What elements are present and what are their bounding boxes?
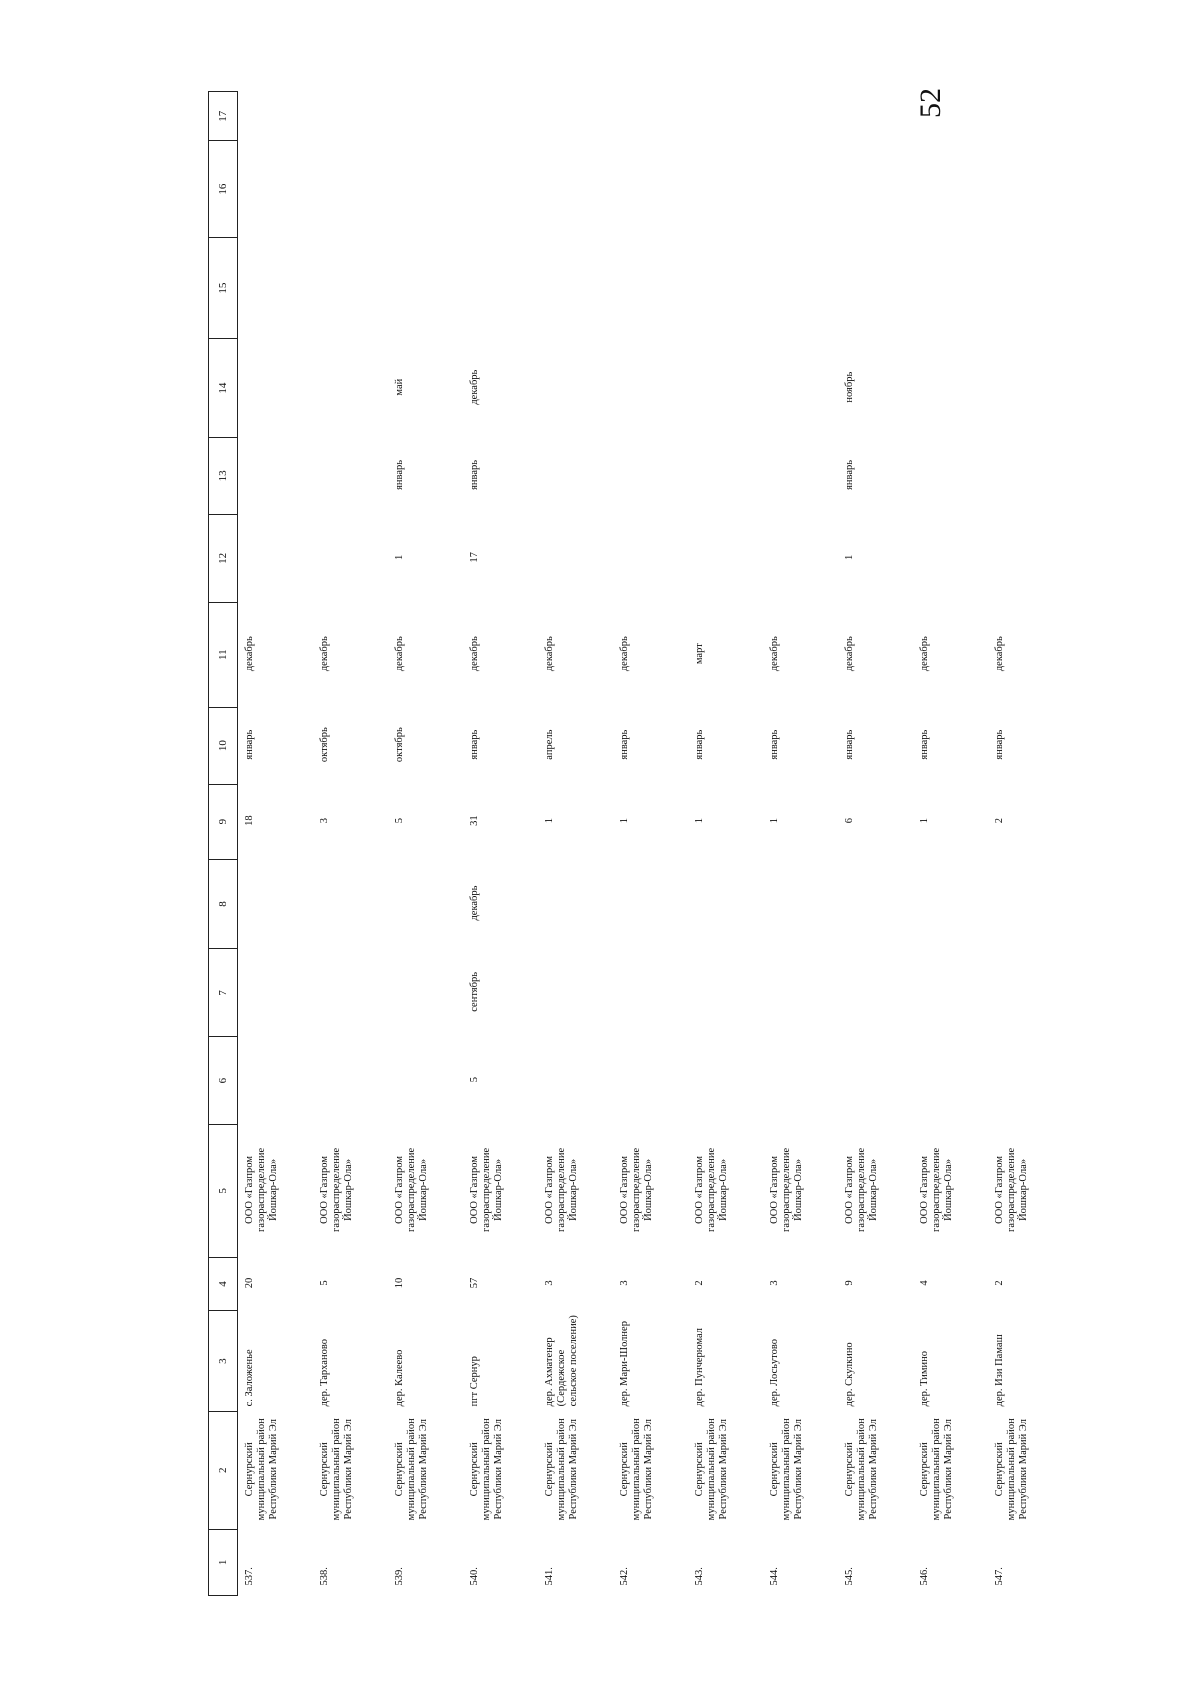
cell-col-4: 10 [394, 1277, 405, 1289]
cell-col-10: январь [844, 729, 855, 760]
cell-col-8 [988, 859, 1063, 949]
cell-col-13 [688, 437, 763, 514]
header-row [209, 92, 238, 1596]
cell-col-2: Сернурский муниципальный район Республики Марий Эл [469, 1418, 504, 1521]
cell-col-14 [613, 339, 688, 437]
cell-col-1: 540. [469, 1567, 480, 1586]
col-header-7: 7 [209, 949, 238, 1037]
cell-col-14 [763, 339, 838, 437]
cell-col-6 [913, 1037, 988, 1125]
col-header-12: 12 [209, 514, 238, 602]
cell-col-11: декабрь [244, 636, 255, 672]
col-header-17: 17 [209, 92, 238, 141]
cell-col-7 [913, 949, 988, 1037]
cell-col-1: 546. [919, 1567, 930, 1586]
cell-col-16 [388, 141, 463, 237]
cell-col-3: с. Заложенье [244, 1349, 255, 1407]
cell-col-12 [763, 514, 838, 602]
cell-col-10: январь [919, 729, 930, 760]
cell-col-9: 6 [844, 818, 855, 824]
cell-col-5: ООО «Газпром газораспределение Йошкар-Ола» [244, 1147, 279, 1232]
schedule-table [208, 91, 1063, 1596]
cell-col-8 [238, 859, 314, 949]
cell-col-16 [838, 141, 913, 237]
cell-col-3: дер. Изи Памаш [994, 1334, 1005, 1407]
cell-col-11: декабрь [844, 636, 855, 672]
cell-col-7 [613, 949, 688, 1037]
table-row [463, 92, 538, 1596]
cell-col-13 [238, 437, 314, 514]
cell-col-17 [838, 92, 913, 141]
cell-col-5: ООО «Газпром газораспределение Йошкар-Ола» [769, 1147, 804, 1232]
page-number: 52 [914, 88, 947, 118]
cell-col-14: декабрь [469, 369, 480, 405]
cell-col-8 [688, 859, 763, 949]
cell-col-9: 3 [319, 818, 330, 824]
col-header-11: 11 [209, 602, 238, 707]
cell-col-2: Сернурский муниципальный район Республики Марий Эл [319, 1418, 354, 1521]
cell-col-12: 17 [469, 552, 480, 563]
cell-col-17 [988, 92, 1063, 141]
cell-col-8 [913, 859, 988, 949]
cell-col-5: ООО «Газпром газораспределение Йошкар-Ола» [469, 1147, 504, 1232]
cell-col-9: 2 [994, 818, 1005, 824]
cell-col-12 [538, 514, 613, 602]
cell-col-4: 2 [694, 1280, 705, 1286]
cell-col-15 [238, 237, 314, 339]
cell-col-6 [988, 1037, 1063, 1125]
cell-col-7 [313, 949, 388, 1037]
cell-col-17 [463, 92, 538, 141]
cell-col-2: Сернурский муниципальный район Республики Марий Эл [769, 1418, 804, 1521]
cell-col-17 [238, 92, 314, 141]
cell-col-8 [763, 859, 838, 949]
cell-col-15 [688, 237, 763, 339]
cell-col-12 [313, 514, 388, 602]
col-header-15: 15 [209, 237, 238, 339]
cell-col-12 [988, 514, 1063, 602]
cell-col-17 [613, 92, 688, 141]
cell-col-2: Сернурский муниципальный район Республики Марий Эл [844, 1418, 879, 1521]
cell-col-2: Сернурский муниципальный район Республики Марий Эл [394, 1418, 429, 1521]
col-header-13: 13 [209, 437, 238, 514]
cell-col-7 [538, 949, 613, 1037]
cell-col-16 [913, 141, 988, 237]
cell-col-16 [538, 141, 613, 237]
cell-col-2: Сернурский муниципальный район Республики Марий Эл [244, 1418, 279, 1521]
cell-col-10: январь [469, 729, 480, 760]
cell-col-15 [838, 237, 913, 339]
cell-col-13: январь [394, 459, 405, 490]
cell-col-2: Сернурский муниципальный район Республики Марий Эл [919, 1418, 954, 1521]
cell-col-2: Сернурский муниципальный район Республики Марий Эл [994, 1418, 1029, 1521]
table-row [388, 92, 463, 1596]
cell-col-12 [613, 514, 688, 602]
table-row [538, 92, 613, 1596]
cell-col-13 [988, 437, 1063, 514]
cell-col-2: Сернурский муниципальный район Республики Марий Эл [544, 1418, 579, 1521]
col-header-8: 8 [209, 859, 238, 949]
cell-col-10: январь [769, 729, 780, 760]
cell-col-2: Сернурский муниципальный район Республики Марий Эл [694, 1418, 729, 1521]
cell-col-9: 1 [919, 818, 930, 824]
cell-col-15 [613, 237, 688, 339]
cell-col-6 [238, 1037, 314, 1125]
cell-col-9: 1 [694, 818, 705, 824]
cell-col-15 [913, 237, 988, 339]
table-row [913, 92, 988, 1596]
cell-col-13: январь [844, 459, 855, 490]
col-header-16: 16 [209, 141, 238, 237]
cell-col-11: декабрь [919, 636, 930, 672]
cell-col-9: 1 [769, 818, 780, 824]
cell-col-4: 57 [469, 1277, 480, 1289]
cell-col-3: дер. Калеево [394, 1349, 405, 1407]
cell-col-4: 2 [994, 1280, 1005, 1286]
cell-col-12 [913, 514, 988, 602]
cell-col-14 [988, 339, 1063, 437]
cell-col-11: март [694, 643, 705, 665]
cell-col-1: 537. [244, 1567, 255, 1586]
cell-col-4: 3 [619, 1280, 630, 1286]
cell-col-6 [688, 1037, 763, 1125]
cell-col-6 [763, 1037, 838, 1125]
cell-col-9: 1 [544, 818, 555, 824]
cell-col-3: дер. Мари-Шолнер [619, 1321, 630, 1407]
cell-col-15 [988, 237, 1063, 339]
cell-col-9: 1 [619, 818, 630, 824]
cell-col-17 [913, 92, 988, 141]
cell-col-15 [388, 237, 463, 339]
col-header-2: 2 [209, 1411, 238, 1529]
cell-col-13 [913, 437, 988, 514]
cell-col-8: декабрь [469, 885, 480, 921]
table-row [688, 92, 763, 1596]
cell-col-10: январь [244, 729, 255, 760]
cell-col-4: 9 [844, 1280, 855, 1286]
cell-col-4: 4 [919, 1280, 930, 1286]
col-header-14: 14 [209, 339, 238, 437]
cell-col-6 [538, 1037, 613, 1125]
table-row [763, 92, 838, 1596]
cell-col-5: ООО «Газпром газораспределение Йошкар-Ола» [994, 1147, 1029, 1232]
table-row [988, 92, 1063, 1596]
cell-col-1: 545. [844, 1567, 855, 1586]
table-row [613, 92, 688, 1596]
cell-col-10: январь [619, 729, 630, 760]
cell-col-3: дер. Тарханово [319, 1339, 330, 1407]
cell-col-10: январь [994, 729, 1005, 760]
cell-col-17 [763, 92, 838, 141]
col-header-6: 6 [209, 1037, 238, 1125]
col-header-9: 9 [209, 784, 238, 859]
cell-col-11: декабрь [319, 636, 330, 672]
cell-col-8 [538, 859, 613, 949]
cell-col-4: 5 [319, 1280, 330, 1286]
cell-col-5: ООО «Газпром газораспределение Йошкар-Ола» [619, 1147, 654, 1232]
cell-col-11: декабрь [469, 636, 480, 672]
cell-col-17 [688, 92, 763, 141]
cell-col-7 [838, 949, 913, 1037]
cell-col-10: январь [694, 729, 705, 760]
cell-col-14 [238, 339, 314, 437]
cell-col-16 [238, 141, 314, 237]
cell-col-14 [538, 339, 613, 437]
cell-col-3: дер. Пунчерюмал [694, 1327, 705, 1407]
rotated-table-container [208, 91, 1029, 1596]
cell-col-4: 3 [544, 1280, 555, 1286]
cell-col-6 [388, 1037, 463, 1125]
cell-col-1: 538. [319, 1567, 330, 1586]
cell-col-6 [613, 1037, 688, 1125]
cell-col-14 [913, 339, 988, 437]
cell-col-1: 547. [994, 1567, 1005, 1586]
cell-col-14 [313, 339, 388, 437]
cell-col-16 [463, 141, 538, 237]
cell-col-13 [313, 437, 388, 514]
table-row [238, 92, 314, 1596]
cell-col-15 [763, 237, 838, 339]
cell-col-7 [238, 949, 314, 1037]
cell-col-13 [613, 437, 688, 514]
cell-col-17 [388, 92, 463, 141]
cell-col-1: 542. [619, 1567, 630, 1586]
cell-col-15 [538, 237, 613, 339]
cell-col-14: ноябрь [844, 371, 855, 403]
cell-col-11: декабрь [769, 636, 780, 672]
cell-col-4: 20 [244, 1277, 255, 1289]
cell-col-4: 3 [769, 1280, 780, 1286]
cell-col-16 [688, 141, 763, 237]
cell-col-17 [313, 92, 388, 141]
cell-col-14: май [394, 378, 405, 396]
col-header-4: 4 [209, 1257, 238, 1311]
cell-col-8 [613, 859, 688, 949]
table-row [313, 92, 388, 1596]
cell-col-16 [763, 141, 838, 237]
cell-col-9: 18 [244, 815, 255, 826]
cell-col-1: 543. [694, 1567, 705, 1586]
cell-col-11: декабрь [544, 636, 555, 672]
col-header-3: 3 [209, 1311, 238, 1412]
cell-col-7 [988, 949, 1063, 1037]
cell-col-5: ООО «Газпром газораспределение Йошкар-Ола» [544, 1147, 579, 1232]
cell-col-13 [763, 437, 838, 514]
cell-col-7: сентябрь [469, 972, 480, 1012]
cell-col-1: 539. [394, 1567, 405, 1586]
cell-col-13: январь [469, 459, 480, 490]
cell-col-7 [763, 949, 838, 1037]
cell-col-3: дер. Скулкино [844, 1342, 855, 1407]
cell-col-12 [238, 514, 314, 602]
cell-col-2: Сернурский муниципальный район Республики Марий Эл [619, 1418, 654, 1521]
cell-col-15 [313, 237, 388, 339]
cell-col-1: 541. [544, 1567, 555, 1586]
cell-col-16 [613, 141, 688, 237]
cell-col-17 [538, 92, 613, 141]
cell-col-5: ООО «Газпром газораспределение Йошкар-Ола» [319, 1147, 354, 1232]
cell-col-15 [463, 237, 538, 339]
cell-col-3: пгт Сернур [469, 1356, 480, 1407]
cell-col-3: дер. Тимино [919, 1350, 930, 1407]
col-header-1: 1 [209, 1529, 238, 1595]
col-header-5: 5 [209, 1125, 238, 1258]
cell-col-5: ООО «Газпром газораспределение Йошкар-Ола» [919, 1147, 954, 1232]
table-row [838, 92, 913, 1596]
cell-col-8 [838, 859, 913, 949]
cell-col-10: октябрь [394, 727, 405, 763]
cell-col-11: декабрь [619, 636, 630, 672]
cell-col-3: дер. Ахматенер (Сердежское сельское поселение) [544, 1315, 579, 1407]
cell-col-3: дер. Лосьутово [769, 1338, 780, 1407]
cell-col-5: ООО «Газпром газораспределение Йошкар-Ола» [394, 1147, 429, 1232]
cell-col-10: апрель [544, 729, 555, 760]
cell-col-6 [313, 1037, 388, 1125]
cell-col-1: 544. [769, 1567, 780, 1586]
cell-col-10: октябрь [319, 727, 330, 763]
cell-col-12 [688, 514, 763, 602]
cell-col-16 [313, 141, 388, 237]
cell-col-16 [988, 141, 1063, 237]
cell-col-12: 1 [844, 554, 855, 560]
cell-col-11: декабрь [994, 636, 1005, 672]
cell-col-13 [538, 437, 613, 514]
cell-col-9: 5 [394, 818, 405, 824]
cell-col-14 [688, 339, 763, 437]
col-header-10: 10 [209, 707, 238, 784]
cell-col-9: 31 [469, 815, 480, 826]
cell-col-6: 5 [469, 1077, 480, 1083]
cell-col-6 [838, 1037, 913, 1125]
cell-col-8 [388, 859, 463, 949]
cell-col-7 [388, 949, 463, 1037]
cell-col-12: 1 [394, 554, 405, 560]
cell-col-8 [313, 859, 388, 949]
cell-col-11: декабрь [394, 636, 405, 672]
cell-col-5: ООО «Газпром газораспределение Йошкар-Ола» [694, 1147, 729, 1232]
cell-col-5: ООО «Газпром газораспределение Йошкар-Ола» [844, 1147, 879, 1232]
cell-col-7 [688, 949, 763, 1037]
